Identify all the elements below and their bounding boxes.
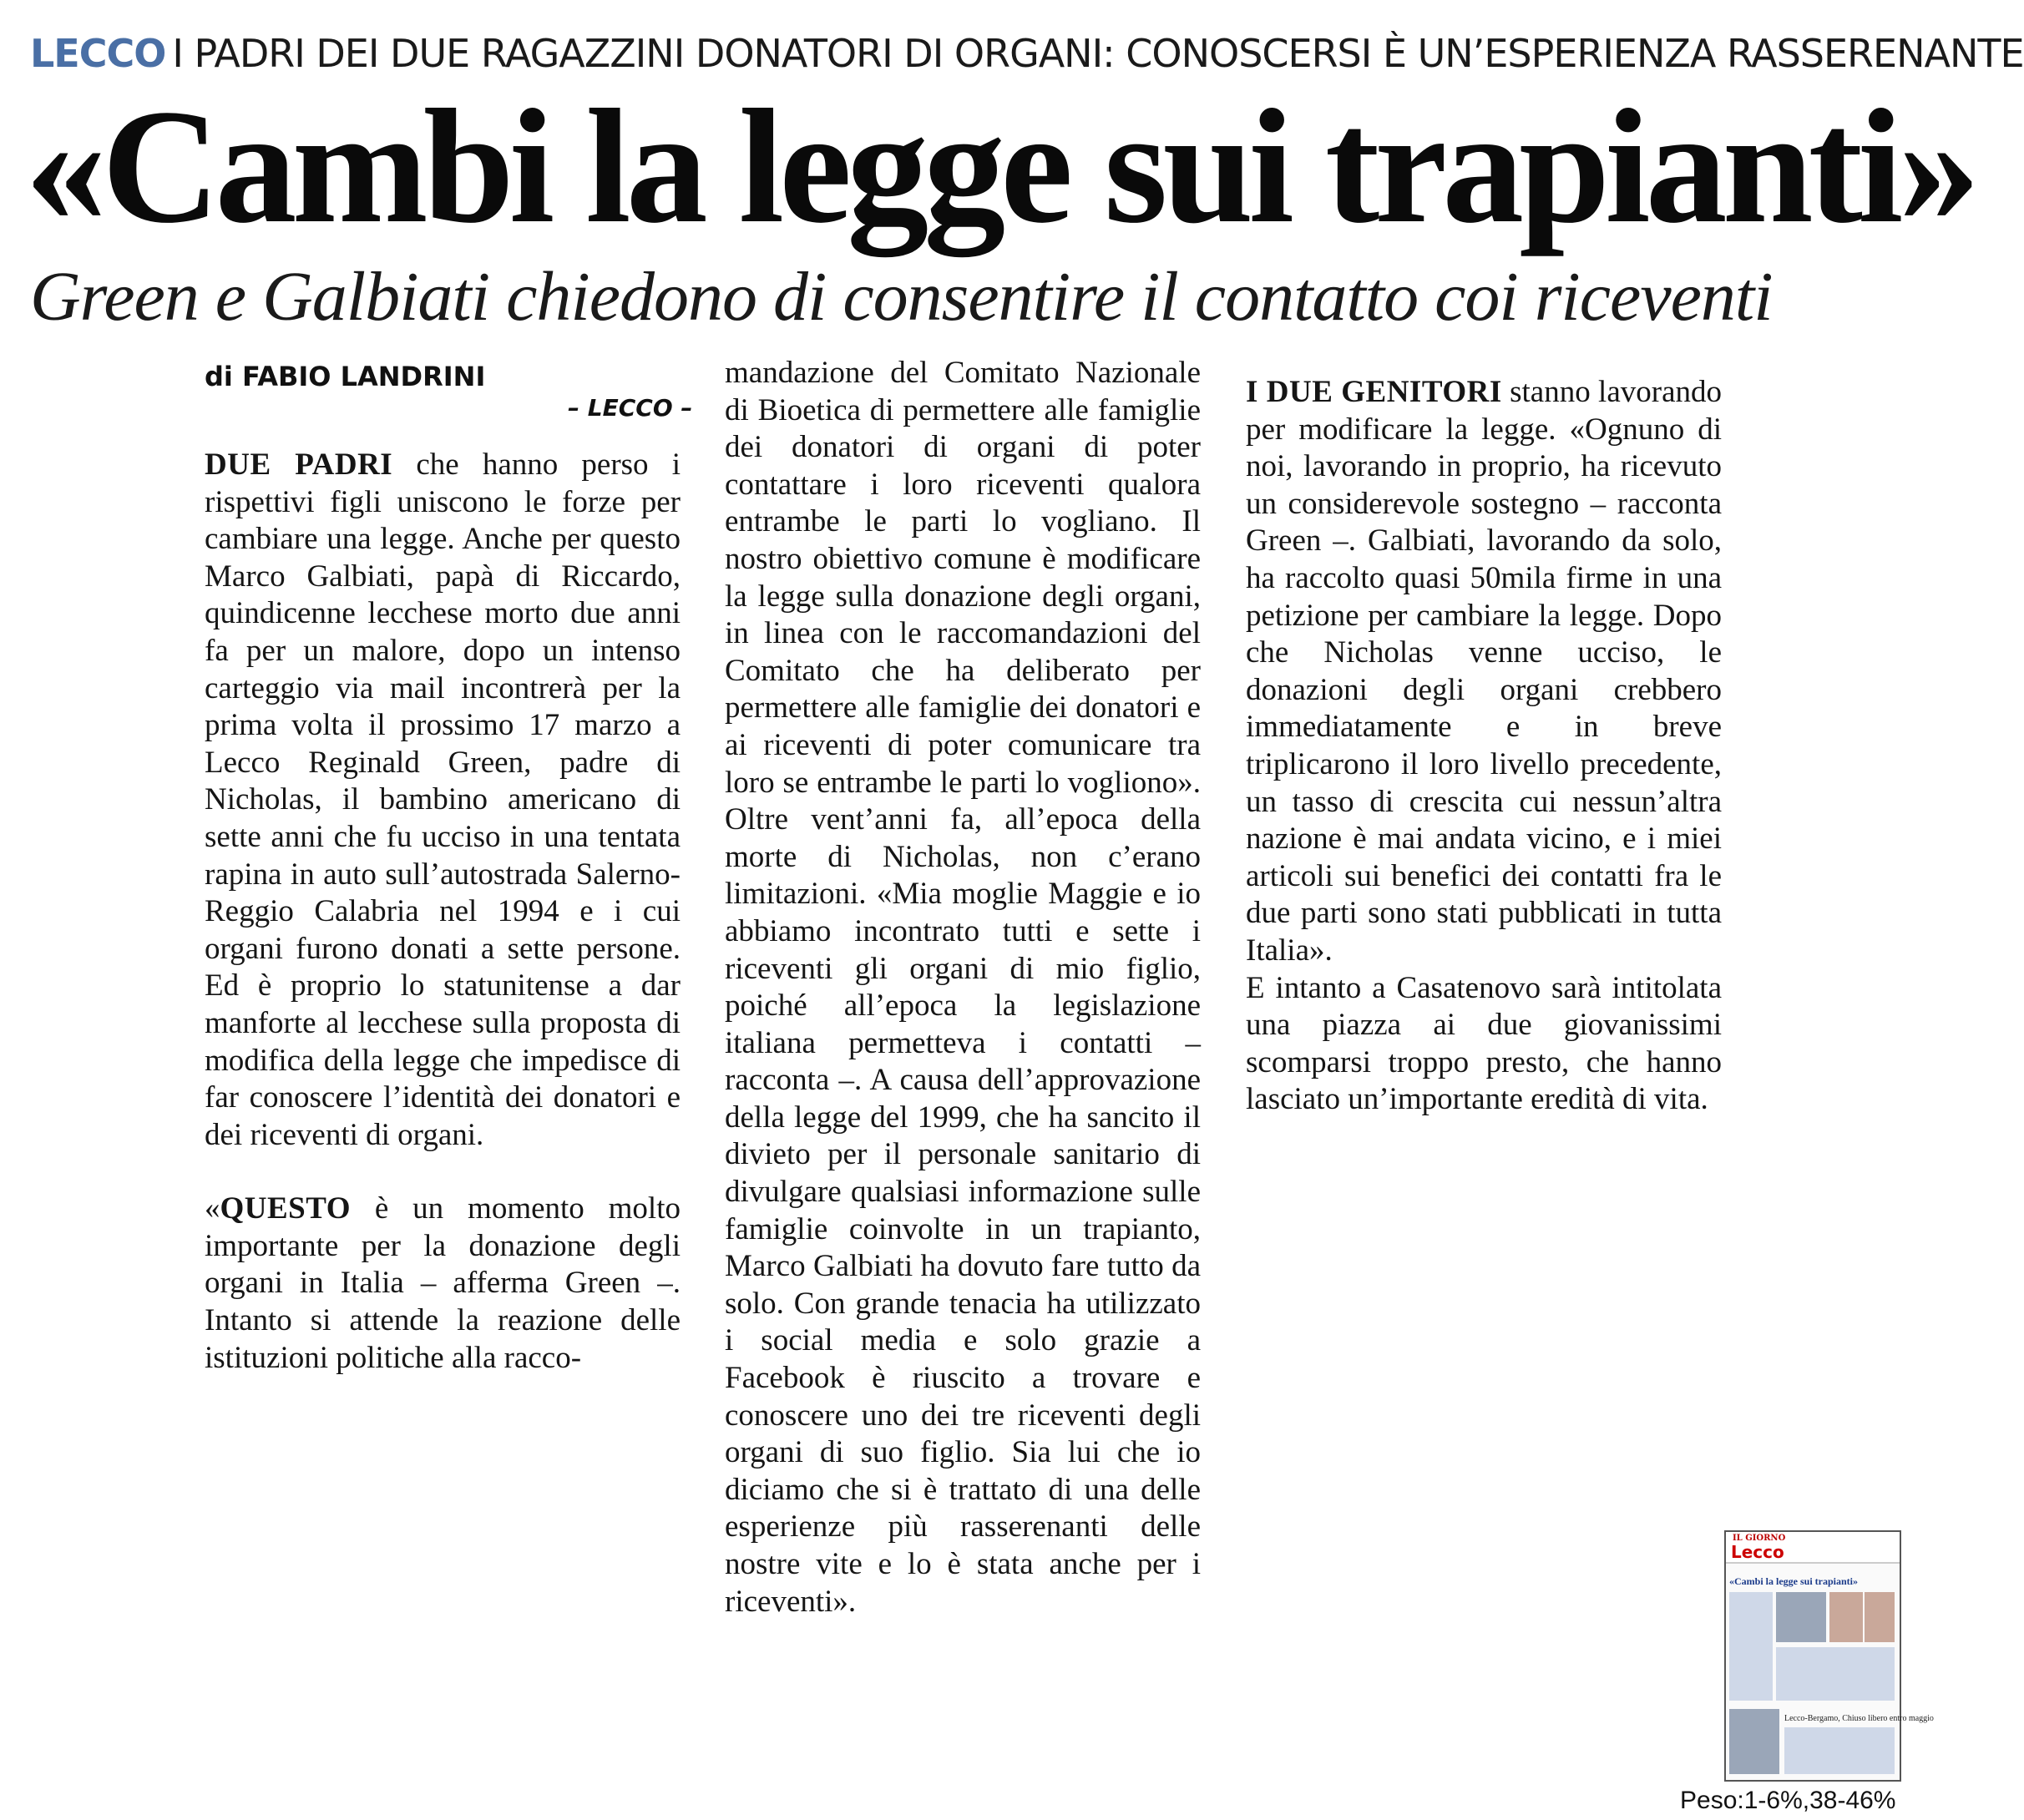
article-column-2 <box>725 355 1201 1620</box>
paragraph <box>205 447 681 1154</box>
thumbnail-city: Lecco <box>1731 1542 1784 1562</box>
paragraph <box>205 1191 681 1377</box>
paragraph-text: stanno lavorando per modificare la legge. «Ognuno di noi, lavorando in proprio, ha ricevuto un considerevole sostegno – racconta Green –. Galbiati, lavorando da solo, ha raccolto quasi 50mila firme in una petizione per cambiare la legge. Dopo che Nicholas venne ucciso, le donazioni degli organi crebbero immediatamente e in breve triplicarono il loro livello precedente, un tasso di crescita cui nessun’altra nazione è mai andata vicino, e i miei articoli sui benefici dei contatti fra le due parti sono stati pubblicati in tutta Italia». <box>1246 375 1722 968</box>
thumbnail-photo <box>1729 1709 1779 1774</box>
weight-label: Peso:1-6%,38-46% <box>1680 1787 1896 1814</box>
byline: di FABIO LANDRINI <box>205 361 486 392</box>
paragraph <box>1246 374 1722 970</box>
paragraph-text: E intanto a Casatenovo sarà intitolata una piazza ai due giovanissimi scomparsi troppo presto, che hanno lasciato un’importante eredità di vita. <box>1246 970 1722 1117</box>
paragraph-text: è un momento molto importante per la donazione degli organi in Italia – afferma Green –. Intanto si attende la reazione delle istituzioni politiche alla racco- <box>205 1191 681 1375</box>
lead-in: I DUE GENITORI <box>1246 375 1502 409</box>
page-thumbnail <box>1724 1530 1934 1782</box>
article-column-1 <box>205 447 681 1377</box>
kicker-location: LECCO <box>30 31 166 76</box>
article-column-3 <box>1246 374 1722 1119</box>
lead-in: QUESTO <box>220 1191 352 1226</box>
lead-in: DUE PADRI <box>205 447 393 482</box>
thumbnail-text-block <box>1729 1592 1773 1701</box>
thumbnail-second-headline: Lecco-Bergamo, Chiuso libero entro maggio <box>1784 1714 1934 1723</box>
thumbnail-photo <box>1865 1592 1895 1642</box>
thumbnail-brand: IL GIORNO <box>1733 1534 1786 1543</box>
kicker <box>30 28 2024 78</box>
thumbnail-text-block <box>1784 1727 1895 1774</box>
thumbnail-text-block <box>1776 1647 1895 1701</box>
subheadline: Green e Galbiati chiedono di consentire il contatto coi riceventi <box>30 258 1773 336</box>
thumbnail-photo <box>1776 1592 1826 1642</box>
paragraph-text: mandazione del Comitato Nazionale di Bioetica di permettere alle famiglie dei donatori di organi di poter contattare i loro riceventi qualora entrambe le parti lo vogliano. Il nostro obiettivo comune è modificare la legge sulla donazione degli organi, in linea con le raccomandazioni del Comitato che ha deliberato per permettere alle famiglie dei donatori e ai riceventi di poter comunicare tra loro se entrambe le parti lo vogliono». Oltre vent’anni fa, all’epoca della morte di Nicholas, non c’erano limitazioni. «Mia moglie Maggie e io abbiamo incontrato tutti e sette i riceventi gli organi di mio figlio, poiché all’epoca la legislazione italiana permetteva i contatti – racconta –. A causa dell’approvazione della legge del 1999, che ha sancito il divieto per il personale sanitario di divulgare qualsiasi informazione sulle famiglie coinvolte in un trapianto, Marco Galbiati ha dovuto fare tutto da solo. Con grande tenacia ha utilizzato i social media e solo grazie a Facebook è riuscito a trovare e conoscere uno dei tre riceventi degli organi di suo figlio. Sia lui che io diciamo che si è trattato di una delle esperienze più rasserenanti delle nostre vite e lo è stata anche per i riceventi». <box>725 356 1201 1619</box>
paragraph-text: che hanno perso i rispettivi figli uniscono le forze per cambiare una legge. Anche per questo Marco Galbiati, papà di Riccardo, quindicenne lecchese morto due anni fa per un malore, dopo un intenso carteggio via mail incontrerà per la prima volta il prossimo 17 marzo a Lecco Reginald Green, padre di Nicholas, il bambino americano di sette anni che fu ucciso in una tentata rapina in auto sull’autostrada Salerno-Reggio Calabria nel 1994 e i cui organi furono donati a sette persone. Ed è proprio lo statunitense a dar manforte al lecchese sulla proposta di modifica della legge che impedisce di far conoscere l’identità dei donatori e dei riceventi di organi. <box>205 447 681 1152</box>
dateline: – LECCO – <box>568 394 693 422</box>
kicker-text: I PADRI DEI DUE RAGAZZINI DONATORI DI ORGANI: CONOSCERSI È UN’ESPERIENZA RASSERENANTE <box>172 31 2024 76</box>
open-quote: « <box>205 1191 220 1226</box>
thumbnail-photo <box>1829 1592 1863 1642</box>
thumbnail-headline: «Cambi la legge sui trapianti» <box>1729 1575 1859 1587</box>
headline: «Cambi la legge sui trapianti» <box>25 76 1976 257</box>
